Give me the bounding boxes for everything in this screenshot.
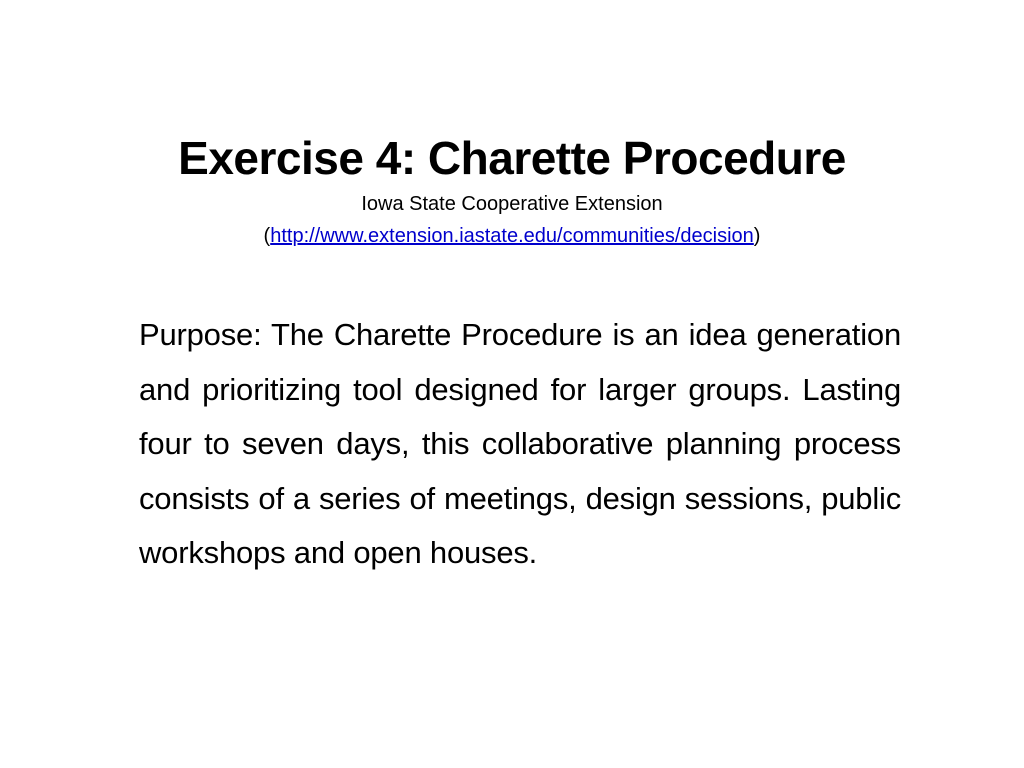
subtitle-source [80,220,944,252]
purpose-paragraph: Purpose: The Charette Procedure is an idea generation and prioritizing tool designed for larger groups. Lasting four to seven days, this collaborative planning process consists of a series of meetings, design sessions, public workshops and open houses. [139,317,901,570]
slide-title: Exercise 4: Charette Procedure [178,132,846,184]
subtitle-organization: Iowa State Cooperative Extension [361,193,663,215]
open-paren: ( [263,225,271,247]
source-link[interactable]: http://www.extension.iastate.edu/communities/decision [270,225,754,247]
title-block [80,128,944,252]
close-paren: ) [753,225,761,247]
